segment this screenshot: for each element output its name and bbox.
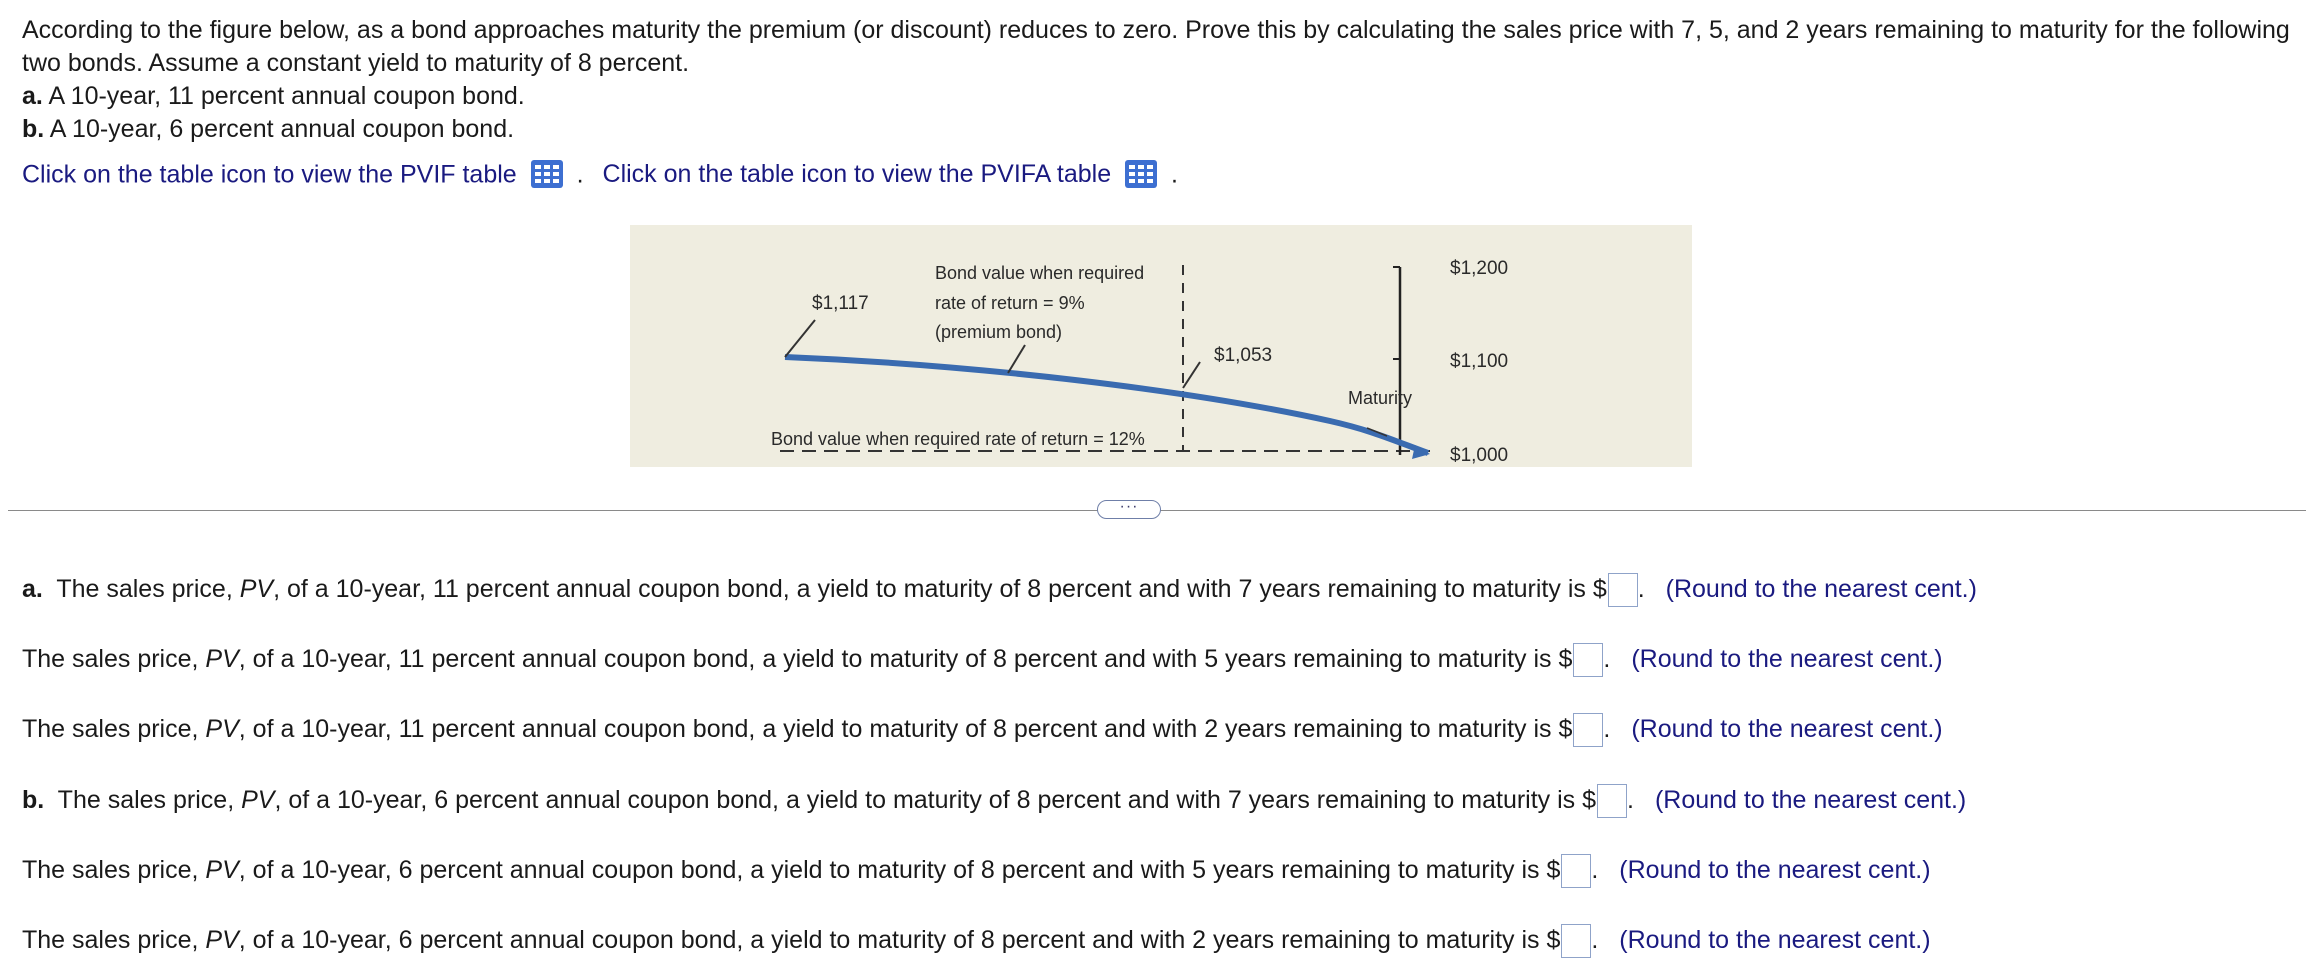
leader-1053: [1183, 362, 1200, 388]
rounding-hint: (Round to the nearest cent.): [1665, 575, 1977, 603]
premium-label-line1: Bond value when required: [935, 263, 1145, 283]
label-1117: $1,117: [812, 293, 869, 314]
question-text-post: , of a 10-year, 11 percent annual coupon bond, a yield to maturity of 8 percent and with 5 years remaining to maturity is $: [238, 645, 1573, 673]
question-period: .: [1591, 856, 1599, 884]
premium-label-line3: (premium bond): [935, 322, 1063, 342]
rounding-hint: (Round to the nearest cent.): [1619, 856, 1931, 884]
question-text-pre: The sales price,: [22, 926, 206, 954]
table-links: [22, 155, 1178, 192]
part-b-text: A 10-year, 6 percent annual coupon bond.: [49, 115, 515, 143]
label-1053: $1,053: [1214, 345, 1273, 366]
pvifa-table-icon[interactable]: [1124, 159, 1158, 189]
question-period: .: [1603, 645, 1611, 673]
part-a-text: A 10-year, 11 percent annual coupon bond.: [48, 82, 525, 110]
question-text-pre: The sales price,: [22, 856, 206, 884]
answer-input[interactable]: [1573, 713, 1603, 747]
question-text-post: , of a 10-year, 6 percent annual coupon bond, a yield to maturity of 8 percent and with 2 years remaining to maturity is $: [238, 926, 1561, 954]
question-period: .: [1637, 575, 1645, 603]
part-a-description: [22, 80, 2292, 113]
question-text-pv: PV: [239, 575, 274, 603]
question-period: .: [1591, 926, 1599, 954]
question-text-pv: PV: [205, 715, 239, 743]
question-b-2yr: [22, 922, 1931, 958]
pvif-link-text[interactable]: Click on the table icon to view the PVIF table: [22, 160, 517, 189]
leader-1117: [785, 320, 815, 357]
question-text-post: , of a 10-year, 6 percent annual coupon bond, a yield to maturity of 8 percent and with 7 years remaining to maturity is $: [274, 786, 1597, 814]
question-text-pre: The sales price,: [56, 575, 240, 603]
axis-label-1000: $1,000: [1450, 445, 1509, 466]
pvif-table-icon[interactable]: [530, 159, 564, 189]
bond-value-diagram: [630, 225, 1692, 467]
question-part-label: a.: [22, 575, 43, 603]
question-a-7yr: [22, 571, 1977, 607]
question-text-pv: PV: [241, 786, 275, 814]
question-part-label: b.: [22, 786, 45, 814]
answer-input[interactable]: [1608, 573, 1638, 607]
answer-input[interactable]: [1573, 643, 1603, 677]
rounding-hint: (Round to the nearest cent.): [1654, 786, 1967, 814]
question-text-pv: PV: [205, 856, 239, 884]
question-text-pre: The sales price,: [57, 786, 242, 814]
part-b-description: [22, 113, 2292, 146]
question-a-2yr: [22, 711, 1943, 747]
question-text-post: , of a 10-year, 11 percent annual coupon bond, a yield to maturity of 8 percent and with 7 years remaining to maturity is $: [273, 575, 1607, 603]
rounding-hint: (Round to the nearest cent.): [1631, 645, 1943, 673]
part-a-label: a.: [22, 82, 43, 110]
axis-label-1200: $1,200: [1450, 258, 1509, 279]
question-b-7yr: [22, 782, 1966, 818]
rounding-hint: (Round to the nearest cent.): [1619, 926, 1931, 954]
pvifa-link-text[interactable]: Click on the table icon to view the PVIFA table: [602, 160, 1112, 189]
question-a-5yr: [22, 641, 1943, 677]
part-b-label: b.: [22, 115, 45, 143]
discount-bond-label: Bond value when required rate of return = 12%: [771, 429, 1145, 449]
question-b-5yr: [22, 852, 1931, 888]
rounding-hint: (Round to the nearest cent.): [1631, 715, 1943, 743]
expand-more-button[interactable]: ···: [1097, 500, 1161, 519]
leader-premium: [1008, 345, 1025, 373]
problem-statement: [22, 14, 2292, 146]
answer-input[interactable]: [1561, 924, 1591, 958]
answer-input[interactable]: [1561, 854, 1591, 888]
bond-value-figure: [630, 225, 1692, 467]
axis-label-1100: $1,100: [1450, 351, 1509, 372]
question-text-pre: The sales price,: [22, 715, 206, 743]
question-text-post: , of a 10-year, 6 percent annual coupon bond, a yield to maturity of 8 percent and with 5 years remaining to maturity is $: [238, 856, 1561, 884]
link-separator: .: [576, 160, 584, 189]
maturity-label: Maturity: [1348, 388, 1413, 408]
question-text-post: , of a 10-year, 11 percent annual coupon bond, a yield to maturity of 8 percent and with 2 years remaining to maturity is $: [238, 715, 1573, 743]
premium-label-line2: rate of return = 9%: [935, 293, 1085, 313]
question-text-pv: PV: [205, 645, 239, 673]
question-period: .: [1627, 786, 1634, 814]
link-end-period: .: [1171, 160, 1178, 189]
question-text-pre: The sales price,: [22, 645, 206, 673]
question-period: .: [1603, 715, 1611, 743]
question-text-pv: PV: [205, 926, 239, 954]
problem-intro-text: According to the figure below, as a bond approaches maturity the premium (or discount) reduces to zero. Prove this by calculating the sales price with 7, 5, and 2 years remaining to maturity for the following two bonds. Assume a constant yield to maturity of 8 percent.: [22, 16, 2290, 77]
answer-input[interactable]: [1597, 784, 1627, 818]
